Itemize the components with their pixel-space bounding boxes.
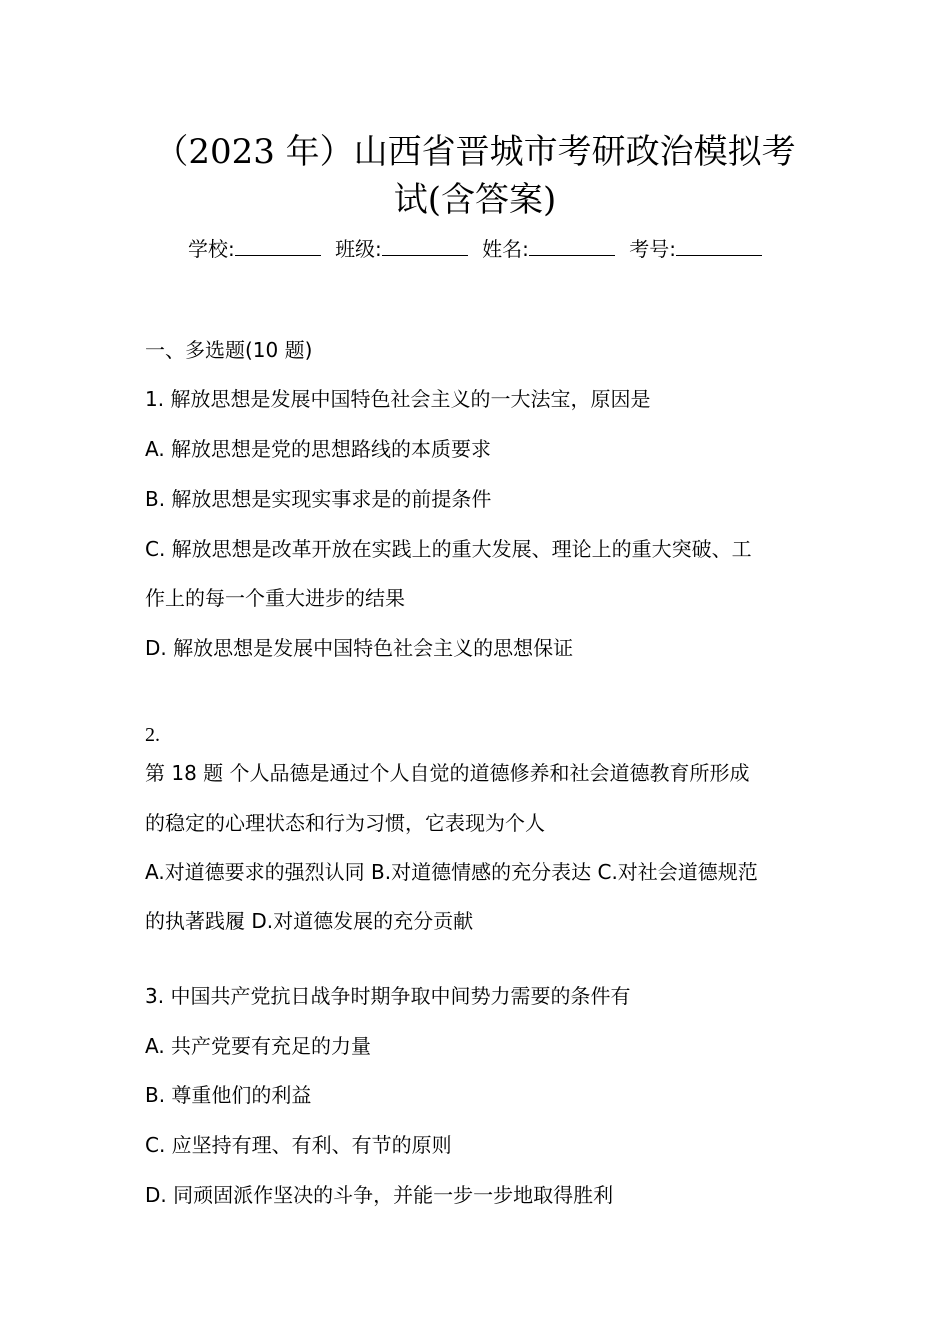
exam-title-line-1: （2023 年）山西省晋城市考研政治模拟考 bbox=[154, 132, 796, 172]
question-3-option-d: D. 同顽固派作坚决的斗争，并能一步一步地取得胜利 bbox=[145, 1183, 614, 1207]
question-1-option-b: B. 解放思想是实现实事求是的前提条件 bbox=[145, 487, 492, 511]
question-3-option-b: B. 尊重他们的利益 bbox=[145, 1083, 312, 1107]
class-field bbox=[335, 237, 468, 261]
question-1-stem: 1. 解放思想是发展中国特色社会主义的一大法宝，原因是 bbox=[145, 387, 651, 411]
name-blank[interactable] bbox=[529, 237, 615, 256]
question-1-option-d: D. 解放思想是发展中国特色社会主义的思想保证 bbox=[145, 636, 574, 660]
class-label: 班级: bbox=[335, 237, 382, 261]
question-3-stem: 3. 中国共产党抗日战争时期争取中间势力需要的条件有 bbox=[145, 984, 631, 1008]
school-blank[interactable] bbox=[235, 237, 321, 256]
question-3-option-a: A. 共产党要有充足的力量 bbox=[145, 1034, 372, 1058]
question-1-option-c-cont: 作上的每一个重大进步的结果 bbox=[145, 586, 405, 610]
exam-title-line-2: 试(含答案) bbox=[393, 180, 557, 220]
question-2-number: 2. bbox=[145, 724, 160, 746]
question-2-stem-line-2: 的稳定的心理状态和行为习惯，它表现为个人 bbox=[145, 811, 545, 835]
exam-title bbox=[100, 128, 850, 224]
question-3-option-c: C. 应坚持有理、有利、有节的原则 bbox=[145, 1133, 452, 1157]
section-heading: 一、多选题(10 题) bbox=[145, 338, 313, 362]
student-info-line bbox=[0, 234, 950, 264]
name-label: 姓名: bbox=[482, 237, 529, 261]
question-1-option-c: C. 解放思想是改革开放在实践上的重大发展、理论上的重大突破、工 bbox=[145, 537, 752, 561]
id-label: 考号: bbox=[629, 237, 677, 261]
school-field bbox=[188, 237, 321, 261]
class-blank[interactable] bbox=[382, 237, 468, 256]
id-blank[interactable] bbox=[676, 237, 762, 256]
question-2-options-line-1: A.对道德要求的强烈认同 B.对道德情感的充分表达 C.对社会道德规范 bbox=[145, 860, 758, 884]
id-field bbox=[629, 237, 762, 261]
question-2-stem-line-1: 第 18 题 个人品德是通过个人自觉的道德修养和社会道德教育所形成 bbox=[145, 761, 750, 785]
name-field bbox=[482, 237, 615, 261]
question-2-options-line-2: 的执著践履 D.对道德发展的充分贡献 bbox=[145, 909, 474, 933]
question-1-option-a: A. 解放思想是党的思想路线的本质要求 bbox=[145, 437, 492, 461]
school-label: 学校: bbox=[187, 237, 235, 261]
